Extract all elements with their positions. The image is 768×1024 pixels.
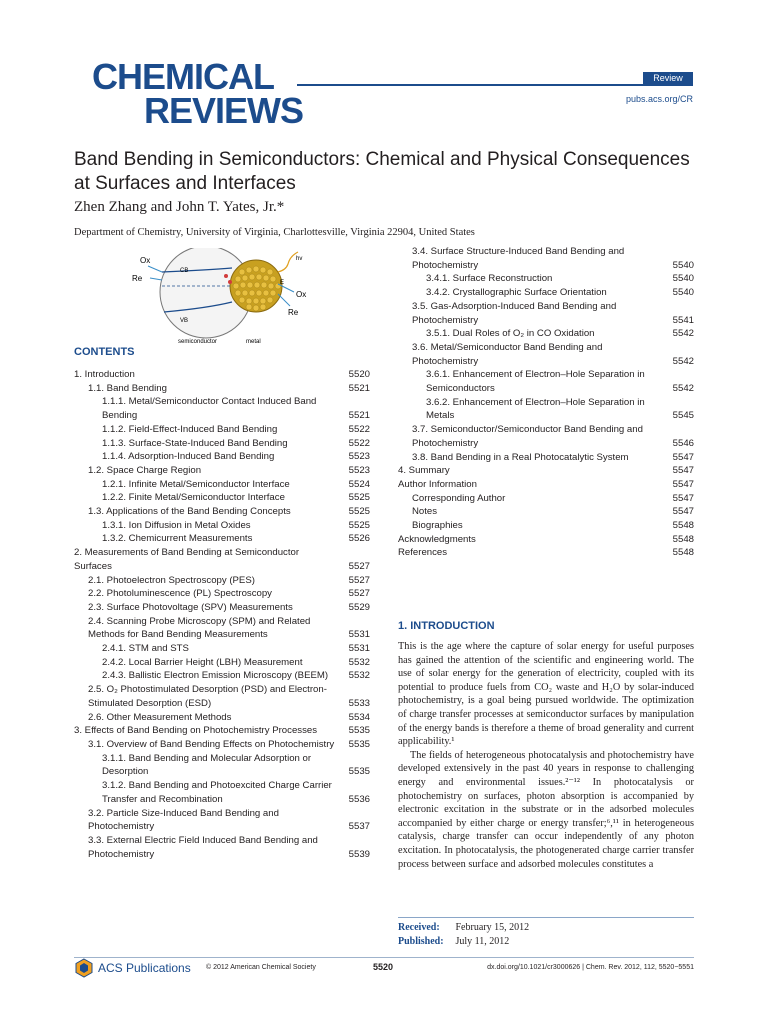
- toc-entry-title: 3.5.1. Dual Roles of O₂ in CO Oxidation: [426, 328, 595, 340]
- toc-entry[interactable]: [74, 368, 370, 382]
- toc-entry-title: 3.1.2. Band Bending and Photoexcited Charge Carrier Transfer and Recombination: [102, 780, 332, 805]
- toc-entry-title: 2.4.2. Local Barrier Height (LBH) Measurement: [102, 656, 303, 668]
- toc-entry-title: 1.3.2. Chemicurrent Measurements: [102, 533, 253, 545]
- toc-entry-title: 3.4.2. Crystallographic Surface Orientation: [426, 287, 607, 299]
- toc-entry[interactable]: [398, 546, 694, 560]
- toc-entry[interactable]: [398, 451, 694, 465]
- toc-entry[interactable]: [74, 491, 370, 505]
- article-dates: [398, 921, 529, 948]
- toc-entry[interactable]: [74, 478, 370, 492]
- toc-entry-title: 2.4.1. STM and STS: [102, 643, 189, 655]
- toc-entry-page: 5525: [348, 506, 370, 518]
- toc-entry[interactable]: [398, 519, 694, 533]
- introduction-body: [398, 640, 694, 871]
- toc-entry[interactable]: [398, 492, 694, 506]
- toc-entry-page: 5525: [348, 492, 370, 504]
- toc-entry-page: 5535: [348, 725, 370, 737]
- toc-entry[interactable]: [74, 738, 370, 752]
- toc-entry-page: 5547: [672, 478, 694, 490]
- toc-entry[interactable]: [74, 601, 370, 615]
- journal-logo-line2: REVIEWS: [144, 90, 304, 131]
- toc-entry-title: 1.2. Space Charge Region: [88, 464, 202, 476]
- toc-entry[interactable]: [74, 656, 370, 670]
- toc-entry-page: 5523: [348, 451, 370, 463]
- toc-entry-page: 5539: [348, 848, 370, 860]
- toc-entry-title: 3.4. Surface Structure-Induced Band Bending and Photochemistry: [412, 246, 625, 271]
- toc-entry-page: 5541: [672, 314, 694, 326]
- toc-entry-page: 5524: [348, 478, 370, 490]
- published-label: Published:: [398, 935, 444, 947]
- toc-entry-title: 1.3.1. Ion Diffusion in Metal Oxides: [102, 519, 251, 531]
- toc-entry-title: Notes: [412, 506, 438, 518]
- toc-entry-title: References: [398, 547, 448, 559]
- toc-entry-page: 5536: [348, 793, 370, 805]
- toc-entry[interactable]: [398, 341, 694, 368]
- toc-entry-page: 5540: [672, 287, 694, 299]
- toc-entry-page: 5531: [348, 643, 370, 655]
- acs-hexagon-icon: [74, 958, 94, 978]
- toc-entry-title: 2.6. Other Measurement Methods: [88, 711, 232, 723]
- toc-entry-page: 5546: [672, 437, 694, 449]
- toc-entry-title: 1.1. Band Bending: [88, 382, 167, 394]
- toc-entry-title: 3.3. External Electric Field Induced Band Bending and Photochemistry: [88, 834, 318, 860]
- label-ef: E: [280, 280, 285, 286]
- contents-heading: CONTENTS: [74, 346, 135, 358]
- toc-entry[interactable]: [398, 478, 694, 492]
- toc-entry-page: 5521: [348, 382, 370, 394]
- toc-entry-page: 5527: [348, 588, 370, 600]
- journal-logo: [92, 56, 304, 131]
- toc-entry[interactable]: [74, 546, 370, 573]
- toc-entry-title: 2.2. Photoluminescence (PL) Spectroscopy: [88, 588, 272, 600]
- toc-entry[interactable]: [74, 615, 370, 642]
- toc-entry-title: 1.1.2. Field-Effect-Induced Band Bending: [102, 423, 278, 435]
- toc-entry-title: 1.1.1. Metal/Semiconductor Contact Induced Band Bending: [102, 396, 317, 422]
- received-date: February 15, 2012: [455, 922, 530, 933]
- toc-entry-page: 5545: [672, 410, 694, 422]
- toc-entry-page: 5548: [672, 533, 694, 545]
- toc-entry-title: 1.2.1. Infinite Metal/Semiconductor Interface: [102, 478, 290, 490]
- toc-entry-title: 3.8. Band Bending in a Real Photocatalytic System: [412, 451, 629, 463]
- toc-entry-page: 5526: [348, 533, 370, 545]
- toc-entry[interactable]: [74, 834, 370, 861]
- article-type-badge: Review: [643, 72, 693, 85]
- toc-entry-title: 3.5. Gas-Adsorption-Induced Band Bending and Photochemistry: [412, 300, 617, 326]
- article-affiliation: Department of Chemistry, University of Virginia, Charlottesville, Virginia 22904, United States: [74, 227, 475, 238]
- introduction-paragraph-2: The fields of heterogeneous photocatalysis and photochemistry have developed extensively in the past 40 years in response to challenging energy and environmental issues.²⁻¹² In photocatalysis or photochemistry on surfaces, photon absorption is accompanied by electronic excitation in the substrate or in the adsorbed molecules accompanied by either charge or energy transfer;⁶,¹¹ in heterogeneous catalysis, charge transfer can occur independently of any photon excitation. In photocatalysis, the photogenerated charge carrier transfer process between surface and adsorbed molecules constitutes a: [398, 749, 694, 870]
- toc-entry[interactable]: [74, 574, 370, 588]
- toc-entry[interactable]: [74, 464, 370, 478]
- toc-entry-page: 5527: [348, 574, 370, 586]
- toc-entry-page: 5548: [672, 547, 694, 559]
- label-cb: CB: [180, 268, 189, 274]
- toc-entry-page: 5542: [672, 328, 694, 340]
- page-number: 5520: [373, 962, 394, 972]
- toc-entry-title: 2.1. Photoelectron Spectroscopy (PES): [88, 574, 255, 586]
- toc-entry-title: 2.5. O₂ Photostimulated Desorption (PSD) and Electron-Stimulated Desorption (ESD): [88, 684, 327, 709]
- toc-entry-page: 5522: [348, 423, 370, 435]
- toc-entry[interactable]: [74, 519, 370, 533]
- toc-entry[interactable]: [398, 286, 694, 300]
- toc-entry-title: Biographies: [412, 520, 463, 532]
- toc-entry-title: 1.3. Applications of the Band Bending Concepts: [88, 506, 291, 518]
- toc-entry-title: 2. Measurements of Band Bending at Semiconductor Surfaces: [74, 547, 300, 572]
- toc-entry-page: 5520: [348, 369, 370, 380]
- toc-entry[interactable]: [74, 642, 370, 656]
- toc-entry-title: 3.7. Semiconductor/Semiconductor Band Bending and Photochemistry: [412, 424, 643, 449]
- toc-entry-title: 3.6.1. Enhancement of Electron–Hole Separation in Semiconductors: [426, 369, 645, 395]
- toc-entry[interactable]: [398, 505, 694, 519]
- toc-entry-page: 5534: [348, 711, 370, 723]
- toc-entry[interactable]: [74, 505, 370, 519]
- article-title: Band Bending in Semiconductors: Chemical and Physical Consequences at Surfaces and Interfaces: [74, 149, 690, 194]
- toc-entry-title: 3.1. Overview of Band Bending Effects on Photochemistry: [88, 738, 335, 750]
- toc-entry-page: 5548: [672, 520, 694, 532]
- toc-entry-page: 5533: [348, 697, 370, 709]
- toc-entry-page: 5535: [348, 738, 370, 750]
- toc-entry-title: 3.6.2. Enhancement of Electron–Hole Separation in Metals: [426, 396, 645, 422]
- toc-entry-title: Acknowledgments: [398, 533, 476, 545]
- toc-graphic: [128, 248, 326, 348]
- label-re-right: Re: [288, 308, 299, 317]
- toc-entry-title: 3. Effects of Band Bending on Photochemistry Processes: [74, 725, 318, 737]
- toc-entry-page: 5540: [672, 273, 694, 285]
- toc-entry-page: 5532: [348, 670, 370, 682]
- label-metal: metal: [246, 339, 261, 345]
- toc-entry-page: 5529: [348, 601, 370, 613]
- toc-entry-title: 4. Summary: [398, 465, 450, 477]
- toc-entry[interactable]: [398, 300, 694, 327]
- doi-citation[interactable]: dx.doi.org/10.1021/cr3000626 | Chem. Rev. 2012, 112, 5520−5551: [487, 964, 694, 971]
- label-hv: hv: [296, 256, 303, 262]
- toc-entry[interactable]: [74, 450, 370, 464]
- toc-entry-title: 3.6. Metal/Semiconductor Band Bending and Photochemistry: [412, 341, 603, 367]
- label-vb: VB: [180, 318, 189, 324]
- toc-entry-title: 1.2.2. Finite Metal/Semiconductor Interface: [102, 492, 285, 504]
- introduction-paragraph-1: This is the age where the capture of solar energy for useful purposes has gained the attention of the scientific and engineering world. The use of solar energy for the generation of electricity, coupled with its potential to produce fuels from CO₂ waste and H₂O by solar-induced photochemistry, is a goal being pursued worldwide. The optimization of charge transfer processes at semiconductor surfaces by manipulation of the energy bands is therefore a theme of broad generality and current applicability.¹: [398, 641, 694, 748]
- received-date-row: [398, 921, 529, 935]
- label-semiconductor: semiconductor: [178, 339, 218, 345]
- toc-entry[interactable]: [74, 752, 370, 779]
- label-ox-right: Ox: [296, 290, 307, 299]
- toc-entry[interactable]: [74, 724, 370, 738]
- published-date: July 11, 2012: [455, 935, 510, 947]
- re-left-arrow: [150, 278, 162, 280]
- toc-entry[interactable]: [398, 423, 694, 450]
- journal-url[interactable]: pubs.acs.org/CR: [625, 94, 693, 104]
- toc-entry-title: 2.3. Surface Photovoltage (SPV) Measurements: [88, 601, 293, 613]
- toc-entry[interactable]: [398, 533, 694, 547]
- toc-entry-page: 5537: [348, 821, 370, 833]
- hole-marker: [224, 274, 228, 278]
- toc-entry[interactable]: [74, 683, 370, 710]
- toc-entry[interactable]: [398, 245, 694, 272]
- toc-entry-page: 5540: [672, 259, 694, 271]
- toc-entry-page: 5547: [672, 451, 694, 463]
- published-date-row: [398, 935, 529, 949]
- dates-rule: [398, 917, 694, 918]
- toc-entry[interactable]: [74, 382, 370, 396]
- toc-entry-page: 5535: [348, 766, 370, 778]
- toc-entry[interactable]: [74, 669, 370, 683]
- toc-entry-page: 5547: [672, 465, 694, 477]
- publisher-logo[interactable]: [74, 957, 191, 979]
- toc-entry[interactable]: [398, 464, 694, 478]
- toc-entry-page: 5521: [348, 410, 370, 422]
- toc-entry-title: 3.1.1. Band Bending and Molecular Adsorption or Desorption: [102, 752, 312, 778]
- toc-entry-title: 3.2. Particle Size-Induced Band Bending and Photochemistry: [88, 807, 279, 833]
- toc-entry-title: 1.1.4. Adsorption-Induced Band Bending: [102, 451, 275, 463]
- toc-entry-title: 2.4. Scanning Probe Microscopy (SPM) and Related Methods for Band Bending Measurements: [88, 615, 311, 641]
- copyright-notice: © 2012 American Chemical Society: [206, 964, 316, 971]
- toc-entry[interactable]: [74, 532, 370, 546]
- photon-arrow: [278, 252, 298, 272]
- toc-right-column: [398, 245, 694, 560]
- toc-entry-page: 5547: [672, 492, 694, 504]
- toc-entry-page: 5542: [672, 355, 694, 367]
- toc-entry[interactable]: [74, 437, 370, 451]
- toc-entry[interactable]: [74, 807, 370, 834]
- toc-entry-page: 5531: [348, 629, 370, 641]
- toc-entry[interactable]: [398, 368, 694, 395]
- toc-entry-title: 3.4.1. Surface Reconstruction: [426, 273, 553, 285]
- toc-entry-title: 1.1.3. Surface-State-Induced Band Bending: [102, 437, 288, 449]
- toc-entry[interactable]: [74, 711, 370, 725]
- toc-entry[interactable]: [74, 587, 370, 601]
- journal-logo-line1: CHEMICAL: [92, 56, 274, 97]
- ox-left-arrow: [148, 266, 162, 272]
- label-re-left: Re: [132, 274, 143, 283]
- toc-entry-page: 5547: [672, 506, 694, 518]
- toc-entry[interactable]: [398, 327, 694, 341]
- received-label: Received:: [398, 922, 440, 933]
- header-rule: [297, 84, 693, 86]
- label-ox-left: Ox: [140, 256, 151, 265]
- toc-left-column: [74, 368, 370, 861]
- publisher-name: ACS Publications: [98, 961, 191, 975]
- toc-entry-page: 5527: [348, 560, 370, 572]
- toc-entry[interactable]: [74, 423, 370, 437]
- hole-marker: [228, 280, 232, 284]
- toc-entry-page: 5542: [672, 383, 694, 395]
- toc-entry[interactable]: [74, 395, 370, 422]
- toc-entry[interactable]: [74, 779, 370, 806]
- introduction-heading: 1. INTRODUCTION: [398, 620, 495, 632]
- toc-entry[interactable]: [398, 396, 694, 423]
- re-right-arrow: [278, 294, 290, 306]
- toc-entry-page: 5525: [348, 519, 370, 531]
- toc-entry-title: Author Information: [398, 478, 477, 490]
- toc-entry-title: 1. Introduction: [74, 369, 135, 380]
- toc-entry-page: 5523: [348, 464, 370, 476]
- toc-entry-page: 5532: [348, 656, 370, 668]
- article-authors: Zhen Zhang and John T. Yates, Jr.*: [74, 199, 285, 215]
- toc-entry-page: 5522: [348, 437, 370, 449]
- toc-entry[interactable]: [398, 272, 694, 286]
- toc-entry-title: Corresponding Author: [412, 492, 506, 504]
- toc-entry-title: 2.4.3. Ballistic Electron Emission Microscopy (BEEM): [102, 670, 329, 682]
